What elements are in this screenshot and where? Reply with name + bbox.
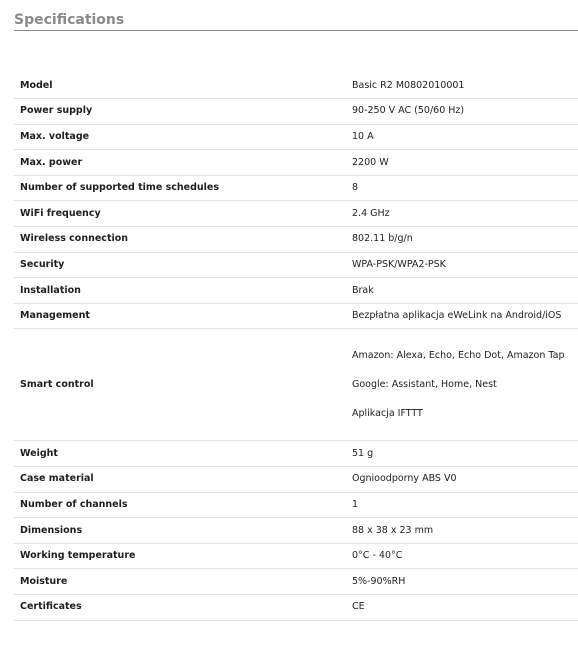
specifications-table [14,73,578,621]
table-row [14,175,578,201]
table-row [14,124,578,150]
table-row [14,227,578,253]
spec-label: Dimensions [14,518,346,544]
spec-label: Certificates [14,595,346,621]
spec-label: Number of supported time schedules [14,175,346,201]
table-row [14,329,578,441]
table-row [14,201,578,227]
table-row [14,278,578,304]
spec-label: Installation [14,278,346,304]
spec-label: Weight [14,441,346,467]
spec-value: 90-250 V AC (50/60 Hz) [346,99,578,125]
spec-value: 8 [346,175,578,201]
table-row [14,252,578,278]
spec-value [346,329,578,441]
spec-label: Power supply [14,99,346,125]
heading-divider [14,30,578,31]
spec-value: WPA-PSK/WPA2-PSK [346,252,578,278]
spec-value: CE [346,595,578,621]
table-row [14,492,578,518]
table-row [14,467,578,493]
spec-value-line: Google: Assistant, Home, Nest [352,379,497,391]
table-row [14,441,578,467]
table-row [14,99,578,125]
spec-value: 2.4 GHz [346,201,578,227]
spec-label: Model [14,73,346,99]
spec-value: Brak [346,278,578,304]
spec-label: Management [14,303,346,329]
spec-label: Smart control [14,329,346,441]
table-row [14,543,578,569]
spec-value: Bezpłatna aplikacja eWeLink na Android/iOS [346,303,578,329]
spec-value: 88 x 38 x 23 mm [346,518,578,544]
spec-label: Case material [14,467,346,493]
spec-label: Max. voltage [14,124,346,150]
table-row [14,150,578,176]
spec-value: 0°C - 40°C [346,543,578,569]
spec-value-line: Aplikacja IFTTT [352,408,423,420]
spec-label: WiFi frequency [14,201,346,227]
spec-value: 5%-90%RH [346,569,578,595]
table-row [14,303,578,329]
spec-value: Basic R2 M0802010001 [346,73,578,99]
spec-value-line: Amazon: Alexa, Echo, Echo Dot, Amazon Tap [352,350,565,362]
spec-value: 10 A [346,124,578,150]
table-row [14,595,578,621]
spec-value: 1 [346,492,578,518]
spec-label: Moisture [14,569,346,595]
spec-label: Number of channels [14,492,346,518]
spec-value: Ognioodporny ABS V0 [346,467,578,493]
table-row [14,73,578,99]
spec-value: 2200 W [346,150,578,176]
section-heading: Specifications [14,12,125,28]
spec-value: 802.11 b/g/n [346,227,578,253]
spec-label: Max. power [14,150,346,176]
spec-label: Working temperature [14,543,346,569]
table-row [14,518,578,544]
spec-label: Security [14,252,346,278]
table-row [14,569,578,595]
spec-label: Wireless connection [14,227,346,253]
spec-value: 51 g [346,441,578,467]
